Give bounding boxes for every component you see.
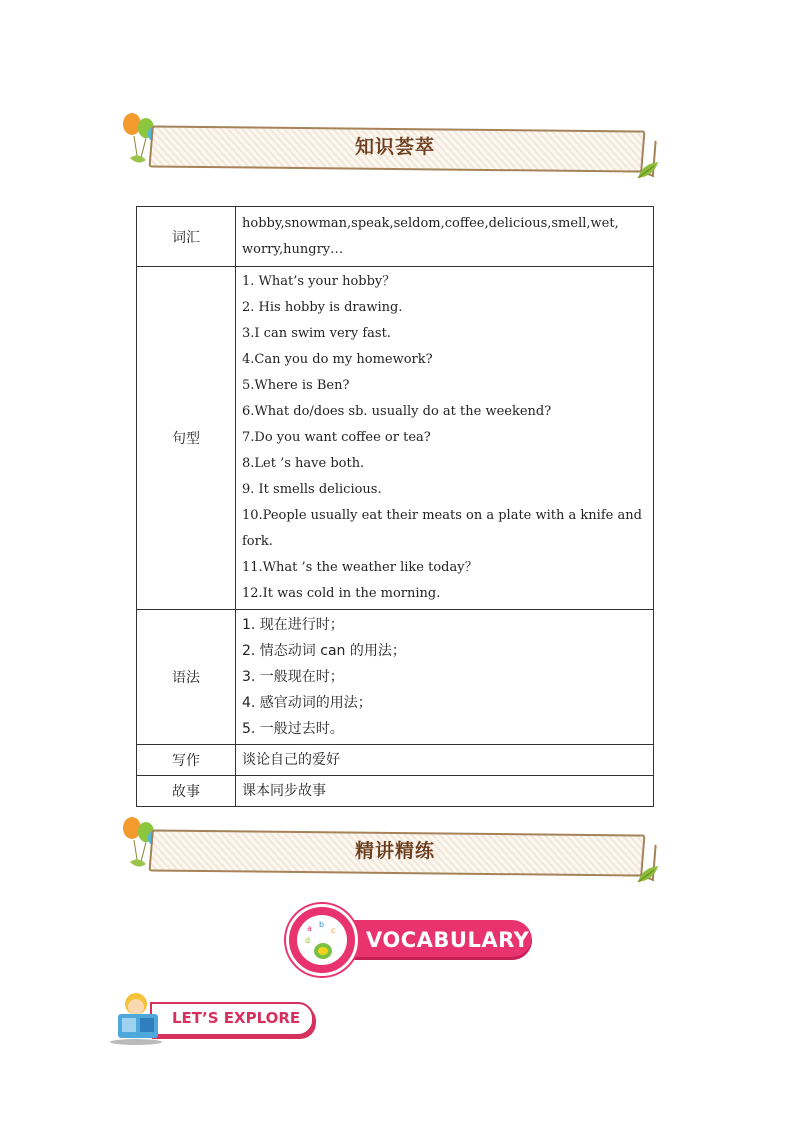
list-item: 1. What’s your hobby？ bbox=[242, 274, 396, 289]
svg-text:d: d bbox=[305, 936, 311, 945]
sentence-list bbox=[236, 267, 654, 610]
leaf-icon bbox=[636, 158, 660, 182]
vocabulary-badge bbox=[286, 904, 536, 976]
table-row bbox=[137, 610, 654, 745]
list-item: 4.Can you do my homework? bbox=[242, 352, 433, 367]
knowledge-table bbox=[136, 206, 654, 807]
list-item: 7.Do you want coffee or tea? bbox=[242, 430, 431, 445]
list-item: 1. 现在进行时； bbox=[242, 617, 344, 633]
list-item: 2. 情态动词 can 的用法； bbox=[242, 643, 406, 659]
svg-text:b: b bbox=[319, 920, 325, 929]
table-row bbox=[137, 207, 654, 267]
table-row bbox=[137, 267, 654, 610]
kid-reading-icon bbox=[106, 990, 168, 1046]
practice-banner bbox=[120, 822, 680, 892]
list-item: 10.People usually eat their meats on a plate with a knife and fork. bbox=[242, 508, 642, 549]
list-item: 9. It smells delicious. bbox=[242, 482, 382, 497]
story-text: 课本同步故事 bbox=[236, 776, 654, 807]
svg-text:a: a bbox=[307, 924, 312, 933]
list-item: 3.I can swim very fast. bbox=[242, 326, 391, 341]
list-item: 5. 一般过去时。 bbox=[242, 721, 344, 737]
svg-text:c: c bbox=[331, 926, 336, 935]
list-item: 8.Let ’s have both. bbox=[242, 456, 365, 471]
leaf-icon bbox=[636, 862, 660, 886]
row-label: 句型 bbox=[137, 267, 236, 610]
list-item: 3. 一般现在时； bbox=[242, 669, 344, 685]
explore-label: LET’S EXPLORE bbox=[172, 1009, 301, 1027]
list-item: 6.What do/does sb. usually do at the weekend? bbox=[242, 404, 552, 419]
vocabulary-pill bbox=[336, 920, 532, 960]
lets-explore-badge bbox=[106, 990, 316, 1046]
list-item: 2. His hobby is drawing. bbox=[242, 300, 403, 315]
writing-text: 谈论自己的爱好 bbox=[236, 745, 654, 776]
row-label: 写作 bbox=[137, 745, 236, 776]
vocabulary-text: hobby,snowman,speak,seldom,coffee,delicious,smell,wet, worry,hungry… bbox=[242, 215, 619, 257]
table-row bbox=[137, 776, 654, 807]
section-title: 知识荟萃 bbox=[354, 136, 435, 158]
table-row bbox=[137, 745, 654, 776]
vocabulary-list bbox=[236, 207, 654, 267]
row-label: 语法 bbox=[137, 610, 236, 745]
knowledge-banner bbox=[120, 118, 680, 188]
grammar-list bbox=[236, 610, 654, 745]
list-item: 11.What ’s the weather like today？ bbox=[242, 560, 478, 575]
vocabulary-label: VOCABULARY bbox=[366, 928, 530, 952]
vocabulary-circle bbox=[286, 904, 358, 976]
section-title: 精讲精练 bbox=[354, 840, 435, 862]
row-label: 故事 bbox=[137, 776, 236, 807]
letters-icon bbox=[297, 915, 347, 965]
list-item: 5.Where is Ben? bbox=[242, 378, 350, 393]
explore-pill bbox=[150, 1002, 314, 1036]
list-item: 12.It was cold in the morning. bbox=[242, 586, 441, 601]
row-label: 词汇 bbox=[137, 207, 236, 267]
list-item: 4. 感官动词的用法； bbox=[242, 695, 372, 711]
